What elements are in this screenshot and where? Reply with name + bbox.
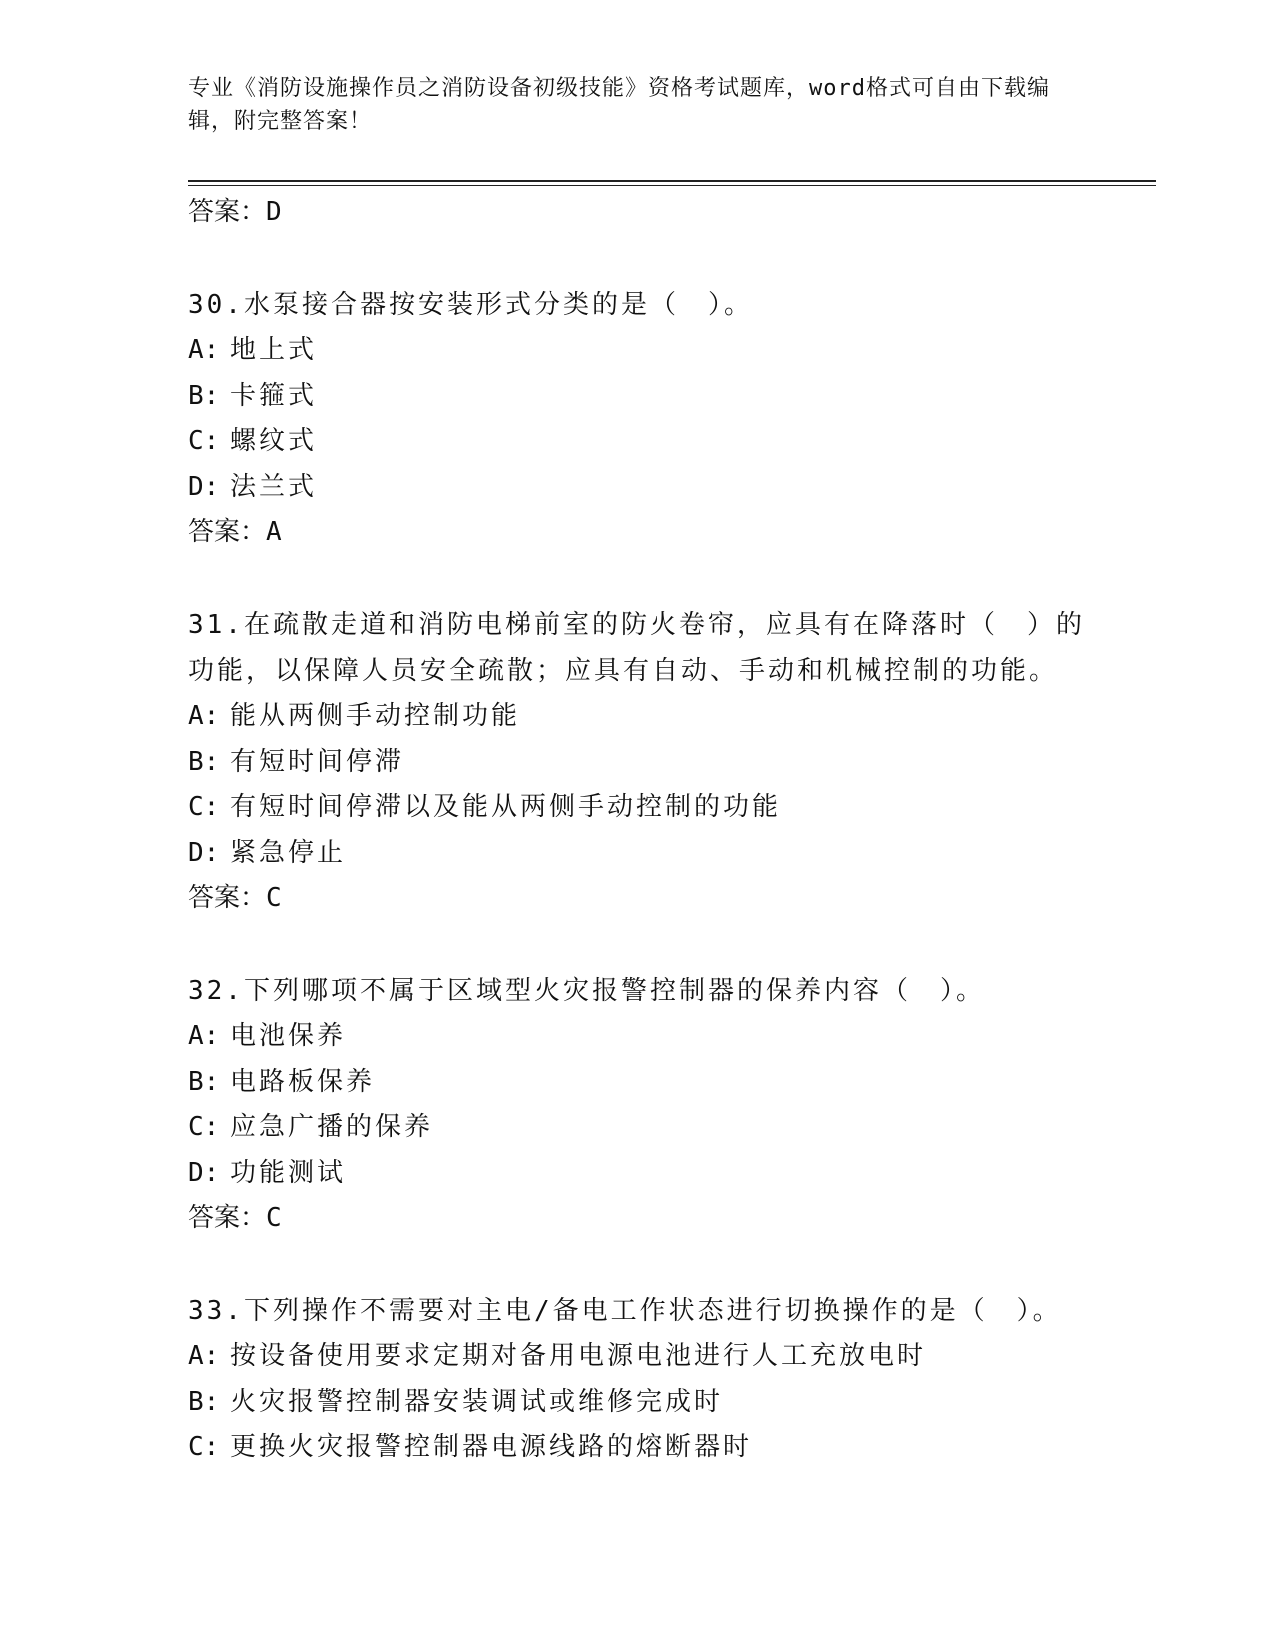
option-c bbox=[188, 419, 1088, 465]
answer-label: 答案： bbox=[188, 1203, 267, 1233]
question-stem: 32.下列哪项不属于区域型火灾报警控制器的保养内容（ ）。 bbox=[188, 976, 985, 1006]
question-stem: 30.水泵接合器按安装形式分类的是（ ）。 bbox=[188, 290, 753, 320]
question-stem: 33.下列操作不需要对主电/备电工作状态进行切换操作的是（ ）。 bbox=[188, 1296, 1062, 1326]
option-text: 电路板保养 bbox=[230, 1066, 376, 1097]
spacer bbox=[188, 920, 1088, 968]
option-text: 地上式 bbox=[230, 335, 318, 365]
question-answer bbox=[188, 510, 1088, 554]
option-a bbox=[188, 1334, 1088, 1380]
option-a bbox=[188, 328, 1088, 374]
option-text: 电池保养 bbox=[230, 1021, 347, 1051]
option-letter: C: bbox=[188, 792, 220, 822]
option-text: 法兰式 bbox=[230, 471, 318, 502]
question-block-32 bbox=[188, 968, 1088, 1240]
option-letter: B: bbox=[188, 380, 220, 411]
option-text: 卡箍式 bbox=[230, 380, 318, 411]
question-answer bbox=[188, 876, 1088, 920]
option-letter: D: bbox=[188, 471, 220, 502]
answer-value: C bbox=[266, 1203, 282, 1233]
question-block-31 bbox=[188, 602, 1088, 920]
option-text: 有短时间停滞以及能从两侧手动控制的功能 bbox=[230, 792, 782, 822]
option-letter: D: bbox=[188, 1157, 220, 1188]
answer-value: C bbox=[266, 883, 282, 913]
option-letter: C: bbox=[188, 1432, 220, 1462]
option-text: 能从两侧手动控制功能 bbox=[230, 701, 521, 731]
spacer bbox=[188, 554, 1088, 602]
answer-label: 答案： bbox=[188, 197, 267, 227]
option-text: 紧急停止 bbox=[230, 837, 347, 868]
question-answer bbox=[188, 1196, 1088, 1240]
option-c bbox=[188, 1105, 1088, 1151]
option-letter: A: bbox=[188, 1341, 220, 1371]
option-c bbox=[188, 785, 1088, 831]
answer-label: 答案： bbox=[188, 517, 267, 547]
option-text: 火灾报警控制器安装调试或维修完成时 bbox=[230, 1386, 724, 1417]
option-d bbox=[188, 1151, 1088, 1197]
option-b bbox=[188, 1380, 1088, 1426]
option-letter: C: bbox=[188, 1112, 220, 1142]
option-text: 有短时间停滞 bbox=[230, 746, 405, 777]
option-b bbox=[188, 740, 1088, 786]
header-divider-thick bbox=[188, 180, 1156, 182]
option-a bbox=[188, 694, 1088, 740]
option-b bbox=[188, 374, 1088, 420]
option-letter: B: bbox=[188, 746, 220, 777]
answer-label: 答案： bbox=[188, 883, 267, 913]
question-block-33 bbox=[188, 1288, 1088, 1471]
spacer bbox=[188, 1240, 1088, 1288]
option-text: 更换火灾报警控制器电源线路的熔断器时 bbox=[230, 1432, 753, 1462]
option-d bbox=[188, 465, 1088, 511]
answer-value: A bbox=[266, 517, 282, 547]
option-letter: A: bbox=[188, 701, 220, 731]
question-block-30 bbox=[188, 282, 1088, 554]
option-letter: C: bbox=[188, 426, 220, 456]
option-letter: B: bbox=[188, 1066, 220, 1097]
option-text: 应急广播的保养 bbox=[230, 1112, 434, 1142]
answer-value: D bbox=[266, 197, 282, 227]
option-text: 按设备使用要求定期对备用电源电池进行人工充放电时 bbox=[230, 1341, 927, 1371]
previous-answer bbox=[188, 190, 1088, 234]
spacer bbox=[188, 234, 1088, 282]
option-b bbox=[188, 1060, 1088, 1106]
option-c bbox=[188, 1425, 1088, 1471]
question-stem: 31.在疏散走道和消防电梯前室的防火卷帘，应具有在降落时（ ）的功能，以保障人员安全疏散；应具有自动、手动和机械控制的功能。 bbox=[188, 610, 1085, 686]
option-letter: D: bbox=[188, 837, 220, 868]
option-text: 螺纹式 bbox=[230, 426, 318, 456]
option-letter: A: bbox=[188, 335, 220, 365]
option-d bbox=[188, 831, 1088, 877]
option-letter: B: bbox=[188, 1386, 220, 1417]
option-a bbox=[188, 1014, 1088, 1060]
option-letter: A: bbox=[188, 1021, 220, 1051]
header-divider-thin bbox=[188, 185, 1156, 186]
question-list bbox=[188, 190, 1088, 1471]
document-header: 专业《消防设施操作员之消防设备初级技能》资格考试题库，word格式可自由下载编辑，附完整答案！ bbox=[188, 76, 1050, 134]
option-text: 功能测试 bbox=[230, 1157, 347, 1188]
